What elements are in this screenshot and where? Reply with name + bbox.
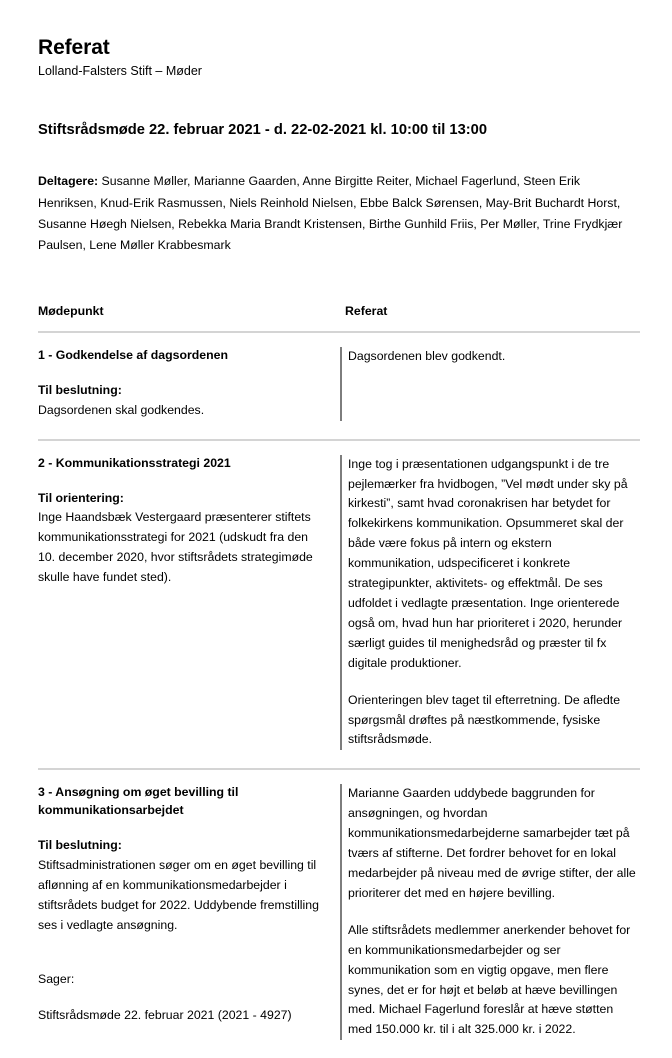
- table-row: [38, 333, 640, 439]
- minutes-table: [38, 304, 640, 1058]
- meeting-heading: Stiftsrådsmøde 22. februar 2021 - d. 22-02-2021 kl. 10:00 til 13:00: [38, 122, 488, 139]
- minutes-paragraph: Alle stiftsrådets medlemmer anerkender behovet for en kommunikationsmedarbejder og ser kommunikation som en vigtig opgave, men flere synes, det er for højt et beløb at hæve bevillingen med. Michael Fagerlund foreslår at hæve støtten med 150.000 kr. til i alt 325.000 kr. i 2022.: [348, 922, 631, 1037]
- page-title: Referat: [38, 36, 110, 59]
- agenda-cell: [38, 455, 340, 751]
- agenda-sub-label: Til beslutning:: [38, 838, 122, 853]
- table-header-row: [38, 304, 640, 331]
- table-row: [38, 770, 640, 1058]
- column-header-minutes: Referat: [345, 304, 388, 319]
- minutes-cell: [340, 784, 640, 1040]
- agenda-item-title: 2 - Kommunikationsstrategi 2021: [38, 455, 231, 470]
- column-header-agenda: Mødepunkt: [38, 304, 104, 319]
- agenda-item-title: 3 - Ansøgning om øget bevilling til kommunikationsarbejdet: [38, 785, 239, 818]
- participants-paragraph: [38, 171, 638, 256]
- minutes-cell: [340, 347, 640, 421]
- agenda-sub-text: Inge Haandsbæk Vestergaard præsenterer stiftets kommunikationsstrategi for 2021 (udskudt fra den 10. december 2020, hvor stiftsrådets strategimøde skulle have fundet sted).: [38, 510, 313, 585]
- minutes-paragraph: Dagsordenen blev godkendt.: [348, 349, 506, 364]
- sager-block: [38, 970, 326, 1027]
- agenda-sub-label: Til beslutning:: [38, 382, 122, 397]
- agenda-cell: [38, 784, 340, 1040]
- agenda-sub-text: Dagsordenen skal godkendes.: [38, 402, 205, 417]
- minutes-cell: [340, 455, 640, 751]
- sager-label: Sager:: [38, 971, 75, 986]
- minutes-paragraph: Inge tog i præsentationen udgangspunkt i de tre pejlemærker fra hvidbogen, ”Vel mødt under sky på kirkesti”, samt hvad coronakrisen har betydet for folkekirkens kommunikation. Opsummeret skal der både være fokus på intern og ekstern kommunikation, udspecificeret i konkrete strategipunkter, aktivitets- og effektmål. De ses udfoldet i vedlagte præsentation. Inge orienterede også om, hvad hun har prioriteret i 2020, herunder særligt guides til menighedsråd og præster til fx digitale produktioner.: [348, 456, 628, 670]
- agenda-item-title: 1 - Godkendelse af dagsordenen: [38, 348, 228, 363]
- minutes-paragraph: Orienteringen blev taget til efterretning. De afledte spørgsmål drøftes på næstkommende, fysiske stiftsrådsmøde.: [348, 692, 621, 747]
- participants-label: Deltagere:: [38, 174, 99, 189]
- agenda-cell: [38, 347, 340, 421]
- participants-names: Susanne Møller, Marianne Gaarden, Anne Birgitte Reiter, Michael Fagerlund, Steen Erik Henriksen, Knud-Erik Rasmussen, Niels Reinhold Nielsen, Ebbe Balck Sørensen, May-Brit Buchardt Horst, Susanne Høegh Nielsen, Rebekka Maria Brandt Kristensen, Birthe Gunhild Friis, Per Møller, Trine Frydkjær Paulsen, Lene Møller Krabbesmark: [38, 174, 623, 252]
- document-subtitle: Lolland-Falsters Stift – Møder: [38, 64, 202, 79]
- agenda-sub-label: Til orientering:: [38, 490, 124, 505]
- document-masthead: [38, 36, 640, 79]
- agenda-sub-text: Stiftsadministrationen søger om en øget bevilling til aflønning af en kommunikationsmedarbejder i stiftsrådets budget for 2022. Uddybende fremstilling ses i vedlagte ansøgning.: [38, 857, 319, 932]
- sager-value: Stiftsrådsmøde 22. februar 2021 (2021 - 4927): [38, 1008, 292, 1023]
- table-row: [38, 441, 640, 769]
- minutes-paragraph: Marianne Gaarden uddybede baggrunden for ansøgningen, og hvordan kommunikationsmedarbejderne samarbejder tæt på tværs af stifterne. Det fordrer behovet for en lokal medarbejder på niveau med de øvrige stifter, der alle prioriterer det med en højere bevilling.: [348, 786, 636, 900]
